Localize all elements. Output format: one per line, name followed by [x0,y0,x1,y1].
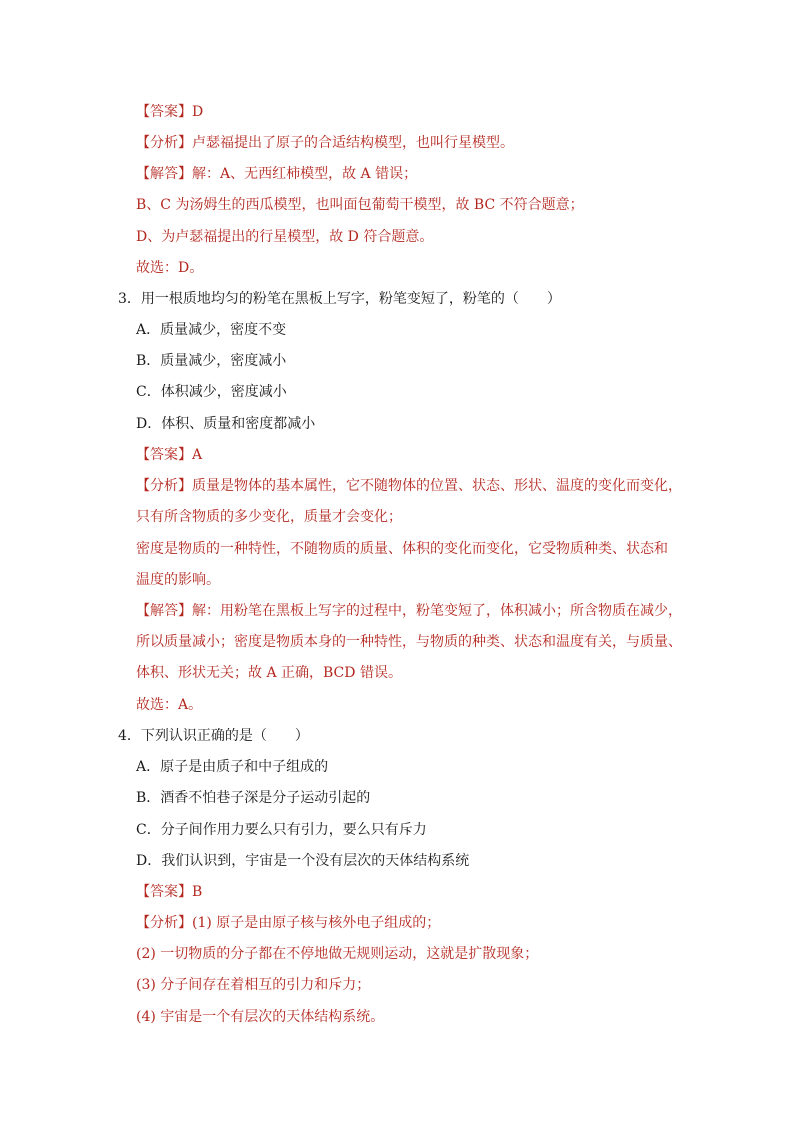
analysis-text: 质量是物体的基本属性，它不随物体的位置、状态、形状、温度的变化而变化， [192,478,682,494]
q4-option-b: B．酒香不怕巷子深是分子运动引起的 [136,790,371,806]
analysis-tag: 【分析】 [136,478,192,494]
answer-value: D [192,104,204,120]
q2-solution-line-1 [136,164,417,184]
analysis-tag: 【分析】 [136,915,192,931]
q3-analysis-line-1 [136,476,682,496]
q2-solution-line-2: B、C 为汤姆生的西瓜模型，也叫面包葡萄干模型，故 BC 不符合题意； [136,197,584,213]
q4-answer-line [136,882,202,902]
q4-analysis-line-4: (4) 宇宙是一个有层次的天体结构系统。 [136,1009,385,1025]
answer-tag: 【答案】 [136,104,192,120]
q3-stem: 3．用一根质地均匀的粉笔在黑板上写字，粉笔变短了，粉笔的（ ） [118,291,561,307]
q4-analysis-line-2: (2) 一切物质的分子都在不停地做无规则运动，这就是扩散现象； [136,946,539,962]
q3-analysis-line-4: 温度的影响。 [136,572,220,588]
q3-option-a: A．质量减少，密度不变 [136,322,287,338]
q4-option-a: A．原子是由质子和中子组成的 [136,759,329,775]
q2-solution-line-3: D、为卢瑟福提出的行星模型，故 D 符合题意。 [136,229,434,245]
q4-analysis-line-1 [136,913,440,933]
q2-analysis-line [136,133,514,153]
q4-option-c: C．分子间作用力要么只有引力，要么只有斥力 [136,822,427,838]
q3-option-d: D．体积、质量和密度都减小 [136,416,316,432]
q3-analysis-line-3: 密度是物质的一种特性，不随物质的质量、体积的变化而变化，它受物质种类、状态和 [136,541,668,557]
q3-answer-line [136,445,202,465]
q4-stem: 4．下列认识正确的是（ ） [118,728,309,744]
q3-choice-line: 故选：A。 [136,697,203,713]
analysis-text: (1) 原子是由原子核与核外电子组成的； [192,915,441,931]
q3-option-c: C．体积减少，密度减小 [136,384,287,400]
q3-analysis-line-2: 只有所含物质的多少变化，质量才会变化； [136,509,402,525]
answer-tag: 【答案】 [136,447,192,463]
q3-option-b: B．质量减少，密度减小 [136,353,287,369]
q3-solution-line-3: 体积、形状无关；故 A 正确，BCD 错误。 [136,665,402,681]
q3-solution-line-1 [136,601,682,621]
solution-text: 解：A、无西红柿模型，故 A 错误； [192,166,418,182]
answer-value: B [192,884,203,900]
analysis-tag: 【分析】 [136,135,192,151]
answer-tag: 【答案】 [136,884,192,900]
answer-value: A [192,447,203,463]
solution-text: 解：用粉笔在黑板上写字的过程中，粉笔变短了，体积减小；所含物质在减少， [192,603,682,619]
solution-tag: 【解答】 [136,166,192,182]
q4-option-d: D．我们认识到，宇宙是一个没有层次的天体结构系统 [136,853,470,869]
solution-tag: 【解答】 [136,603,192,619]
q2-answer-line [136,102,203,122]
q2-choice-line: 故选：D。 [136,260,204,276]
q3-solution-line-2: 所以质量减小；密度是物质本身的一种特性，与物质的种类、状态和温度有关，与质量、 [136,634,682,650]
analysis-text: 卢瑟福提出了原子的合适结构模型，也叫行星模型。 [192,135,514,151]
q4-analysis-line-3: (3) 分子间存在着相互的引力和斥力； [136,977,371,993]
